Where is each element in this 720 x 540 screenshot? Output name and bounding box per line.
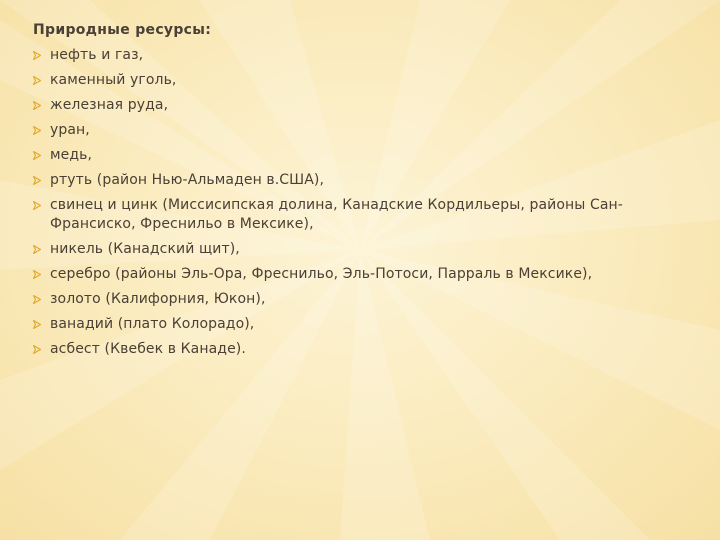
list-item-text: ванадий (плато Колорадо), xyxy=(50,316,255,332)
slide-content xyxy=(33,20,703,365)
slide-title: Природные ресурсы: xyxy=(33,22,212,38)
list-item-text: асбест (Квебек в Канаде). xyxy=(50,341,246,357)
list-item xyxy=(33,71,703,90)
list-item-text: нефть и газ, xyxy=(50,47,144,63)
list-item xyxy=(33,265,703,284)
list-item xyxy=(33,96,703,115)
resource-list xyxy=(33,46,703,359)
diamond-bullet-icon xyxy=(33,126,41,135)
diamond-bullet-icon xyxy=(33,151,41,160)
list-item xyxy=(33,46,703,65)
list-item-text: медь, xyxy=(50,147,93,163)
list-item-text: золото (Калифорния, Юкон), xyxy=(50,291,266,307)
list-item-text: никель (Канадский щит), xyxy=(50,241,240,257)
list-item-text: уран, xyxy=(50,122,90,138)
list-item xyxy=(33,315,703,334)
diamond-bullet-icon xyxy=(33,320,41,329)
list-item xyxy=(33,240,703,259)
diamond-bullet-icon xyxy=(33,295,41,304)
list-item xyxy=(33,121,703,140)
list-item xyxy=(33,290,703,309)
diamond-bullet-icon xyxy=(33,51,41,60)
diamond-bullet-icon xyxy=(33,270,41,279)
diamond-bullet-icon xyxy=(33,101,41,110)
list-item-text: железная руда, xyxy=(50,97,169,113)
diamond-bullet-icon xyxy=(33,201,41,210)
list-item-text: серебро (районы Эль-Ора, Фреснильо, Эль-Потоси, Парраль в Мексике), xyxy=(50,266,593,282)
list-item-text: каменный уголь, xyxy=(50,72,177,88)
diamond-bullet-icon xyxy=(33,76,41,85)
list-item xyxy=(33,340,703,359)
list-item-text: свинец и цинк (Миссисипская долина, Канадские Кордильеры, районы Сан-Франсиско, Фреснильо в Мексике), xyxy=(50,197,623,232)
list-item xyxy=(33,196,703,234)
diamond-bullet-icon xyxy=(33,245,41,254)
list-item-text: ртуть (район Нью-Альмаден в.США), xyxy=(50,172,325,188)
diamond-bullet-icon xyxy=(33,345,41,354)
list-item xyxy=(33,171,703,190)
list-item xyxy=(33,146,703,165)
diamond-bullet-icon xyxy=(33,176,41,185)
